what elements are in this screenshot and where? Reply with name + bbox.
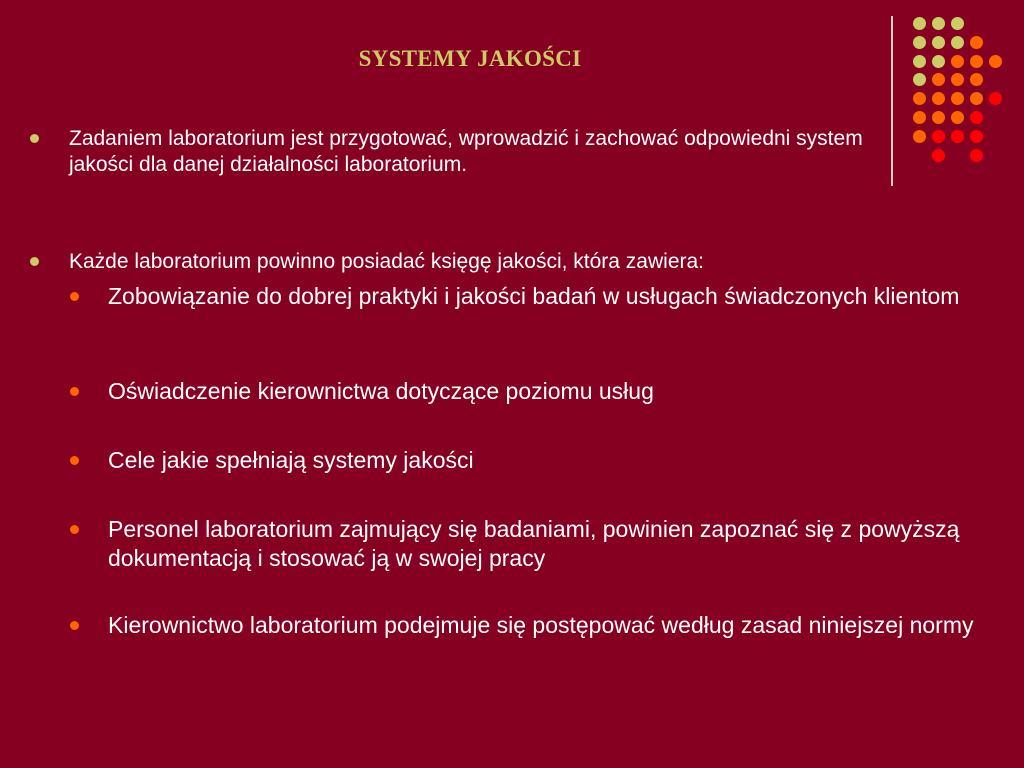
slide-title: SYSTEMY JAKOŚCI (358, 46, 582, 71)
decorative-dot (932, 55, 945, 68)
decorative-dot (932, 149, 945, 162)
decorative-dot (951, 130, 964, 143)
decorative-dot (932, 130, 945, 143)
bullet-dot-icon (30, 134, 39, 143)
decorative-dot (913, 36, 926, 49)
decorative-dot (970, 55, 983, 68)
sub-bullet-text: Personel laboratorium zajmujący się badaniami, powinien zapoznać się z powyższą dokumentacją i stosować ją w swojej pracy (108, 516, 960, 571)
decorative-dot (913, 55, 926, 68)
decorative-dot (932, 36, 945, 49)
decorative-dot (913, 73, 926, 86)
decorative-dot (951, 36, 964, 49)
decorative-dot (932, 92, 945, 105)
bullet-text: Każde laboratorium powinno posiadać księgę jakości, która zawiera: (69, 250, 705, 273)
decorative-dot (951, 111, 964, 124)
sub-bullet-dot-icon (70, 292, 79, 301)
sub-bullet-dot-icon (70, 456, 79, 465)
decorative-dot (970, 130, 983, 143)
sub-bullet-text: Kierownictwo laboratorium podejmuje się postępować według zasad niniejszej normy (108, 612, 974, 638)
decorative-dot (989, 55, 1002, 68)
sub-bullet-dot-icon (70, 525, 79, 534)
sub-bullet-text: Oświadczenie kierownictwa dotyczące poziomu usług (108, 378, 654, 404)
decorative-dot (913, 130, 926, 143)
decorative-dot (913, 111, 926, 124)
decorative-dot (951, 73, 964, 86)
sub-bullet-dot-icon (70, 621, 79, 630)
decorative-dot (970, 36, 983, 49)
decorative-dot (970, 111, 983, 124)
sub-bullet-text: Cele jakie spełniają systemy jakości (108, 447, 474, 473)
decorative-dot (951, 92, 964, 105)
bullet-dot-icon (30, 257, 39, 266)
decorative-dot (970, 92, 983, 105)
decorative-dot (970, 149, 983, 162)
decorative-dot (951, 55, 964, 68)
decorative-dot (932, 73, 945, 86)
bullet-text: Zadaniem laboratorium jest przygotować, wprowadzić i zachować odpowiedni system jakości dla danej działalności laboratorium. (69, 127, 863, 176)
decorative-dot (970, 73, 983, 86)
decorative-dot (951, 17, 964, 30)
decorative-dot (932, 17, 945, 30)
decorative-dot (932, 111, 945, 124)
decorative-dot (913, 92, 926, 105)
sub-bullet-text: Zobowiązanie do dobrej praktyki i jakości badań w usługach świadczonych klientom (108, 283, 960, 309)
sub-bullet-dot-icon (70, 387, 79, 396)
decorative-dot (989, 92, 1002, 105)
decorative-dot (913, 17, 926, 30)
